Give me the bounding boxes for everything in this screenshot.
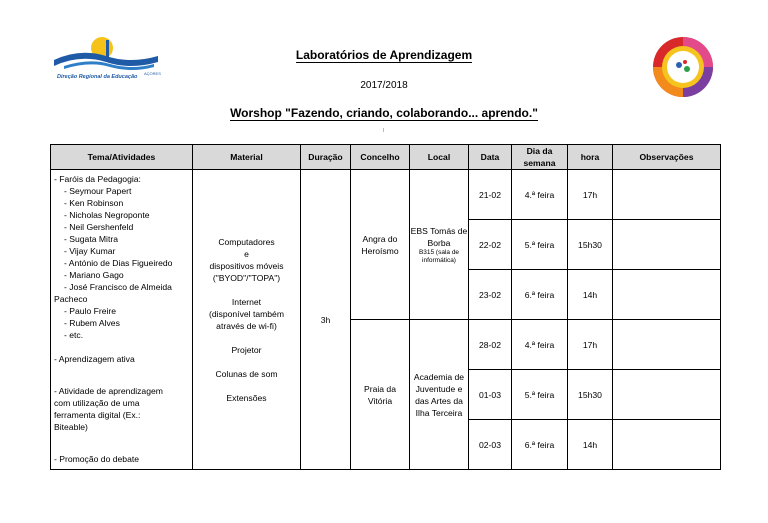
list-item: - Paulo Freire xyxy=(64,306,117,316)
time-cell: 15h30 xyxy=(568,370,613,420)
notes-cell xyxy=(613,420,721,470)
notes-cell xyxy=(613,370,721,420)
workshop-title: Worshop "Fazendo, criando, colaborando... aprendo." xyxy=(230,106,538,120)
list-item: - Rubem Alves xyxy=(64,318,120,328)
topic-digital-line: Biteable) xyxy=(54,422,88,432)
material-line: Projetor xyxy=(231,344,262,355)
date-cell: 01-03 xyxy=(469,370,512,420)
col-local: Local xyxy=(410,145,469,170)
notes-cell xyxy=(613,170,721,220)
duration-cell: 3h xyxy=(301,170,351,470)
topics-heading: - Faróis da Pedagogia: xyxy=(54,174,141,184)
local-cell: Academia de Juventude e das Artes da Ilha Terceira xyxy=(410,320,469,470)
material-line: através de wi-fi) xyxy=(216,320,277,331)
notes-cell xyxy=(613,270,721,320)
table-row xyxy=(51,170,721,220)
material-cell xyxy=(193,170,301,470)
weekday-cell: 4.ª feira xyxy=(512,320,568,370)
local-room: B315 (sala de informática) xyxy=(418,248,460,264)
date-cell: 21-02 xyxy=(469,170,512,220)
topics-cell xyxy=(51,170,193,470)
material-line: e xyxy=(244,248,249,259)
header-row xyxy=(51,145,721,170)
weekday-cell: 6.ª feira xyxy=(512,270,568,320)
date-cell: 02-03 xyxy=(469,420,512,470)
list-item: - Vijay Kumar xyxy=(64,246,116,256)
weekday-cell: 5.ª feira xyxy=(512,370,568,420)
logo-caption: Direção Regional da Educação xyxy=(57,74,138,80)
concelho-cell: Praia da Vitória xyxy=(351,320,410,470)
date-cell: 23-02 xyxy=(469,270,512,320)
topic-digital-line: - Atividade de aprendizagem xyxy=(54,386,163,396)
date-cell: 22-02 xyxy=(469,220,512,270)
material-line: Colunas de som xyxy=(215,368,278,379)
topic-active-learning: - Aprendizagem ativa xyxy=(54,354,135,364)
time-cell: 17h xyxy=(568,320,613,370)
material-line: Internet xyxy=(231,296,262,307)
date-cell: 28-02 xyxy=(469,320,512,370)
list-item: - etc. xyxy=(64,330,84,340)
list-item: - Ken Robinson xyxy=(64,198,124,208)
school-year: 2017/2018 xyxy=(360,80,408,91)
col-duracao: Duração xyxy=(301,145,351,170)
weekday-cell: 6.ª feira xyxy=(512,420,568,470)
col-dia-semana: Dia da semana xyxy=(512,145,568,170)
material-line: dispositivos móveis xyxy=(209,260,284,271)
topic-digital-line: ferramenta digital (Ex.: xyxy=(54,410,141,420)
schedule-table xyxy=(50,144,721,470)
weekday-cell: 5.ª feira xyxy=(512,220,568,270)
list-item-continuation: Pacheco xyxy=(54,294,88,304)
col-concelho: Concelho xyxy=(351,145,410,170)
list-item: - Mariano Gago xyxy=(64,270,124,280)
list-item: - Nicholas Negroponte xyxy=(64,210,150,220)
local-name: EBS Tomás de Borba xyxy=(410,225,468,248)
list-item: - Seymour Papert xyxy=(64,186,132,196)
col-material: Material xyxy=(193,145,301,170)
col-tema: Tema/Atividades xyxy=(51,145,193,170)
logo-small-text: AÇORES xyxy=(144,71,161,76)
divider-mark xyxy=(383,128,384,132)
concelho-cell: Angra do Heroísmo xyxy=(351,170,410,320)
list-item: - Neil Gershenfeld xyxy=(64,222,134,232)
notes-cell xyxy=(613,220,721,270)
topic-debate: - Promoção do debate xyxy=(54,454,140,464)
weekday-cell: 4.ª feira xyxy=(512,170,568,220)
document-title: Laboratórios de Aprendizagem xyxy=(295,48,473,62)
list-item: - Sugata Mitra xyxy=(64,234,118,244)
col-hora: hora xyxy=(568,145,613,170)
local-cell xyxy=(410,170,469,320)
time-cell: 14h xyxy=(568,420,613,470)
col-data: Data xyxy=(469,145,512,170)
material-line: Extensões xyxy=(226,392,267,403)
time-cell: 17h xyxy=(568,170,613,220)
list-item: - José Francisco de Almeida xyxy=(64,282,172,292)
material-line: ("BYOD"/"TOPA") xyxy=(212,272,281,283)
time-cell: 14h xyxy=(568,270,613,320)
notes-cell xyxy=(613,320,721,370)
material-line: Computadores xyxy=(218,236,275,247)
list-item: - António de Dias Figueiredo xyxy=(64,258,173,268)
topic-digital-line: com utilização de uma xyxy=(54,398,140,408)
material-line: (disponível também xyxy=(209,308,284,319)
time-cell: 15h30 xyxy=(568,220,613,270)
col-observacoes: Observações xyxy=(613,145,721,170)
